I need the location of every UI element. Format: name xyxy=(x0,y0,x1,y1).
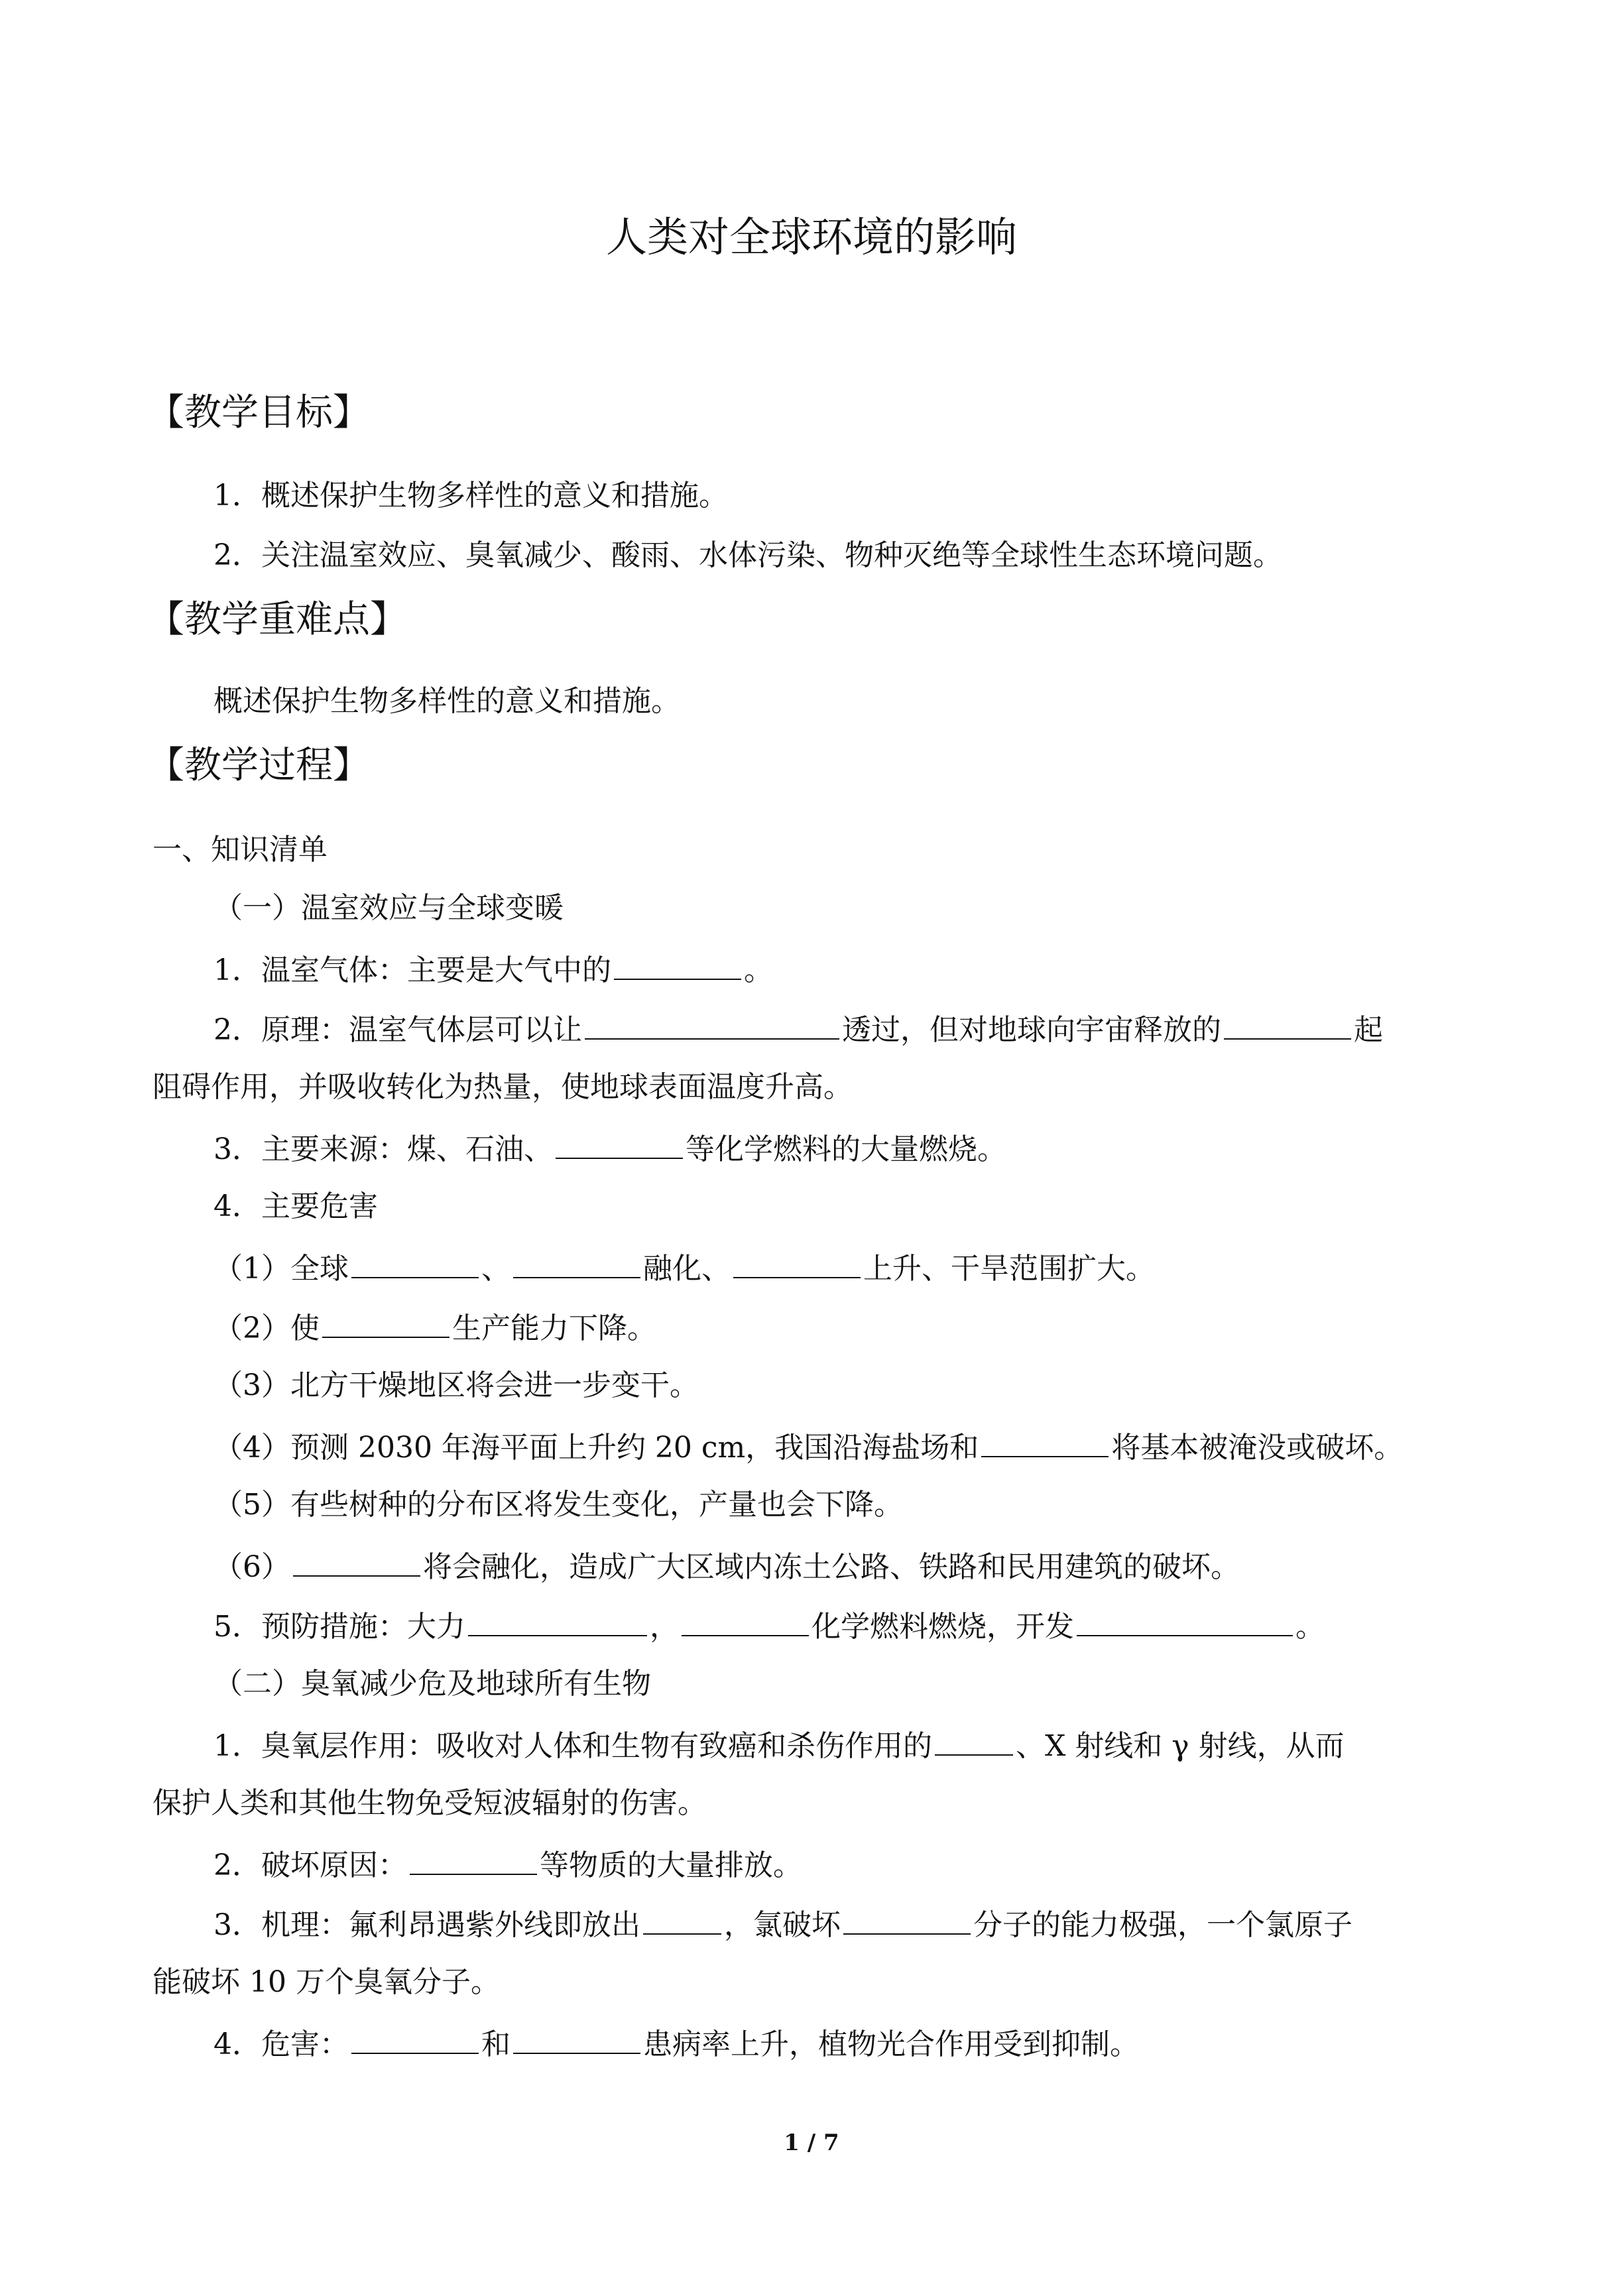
fill-blank xyxy=(322,1306,450,1338)
question-greenhouse-gas: 1．温室气体：主要是大气中的 。 xyxy=(213,948,773,991)
part2-title: （二）臭氧减少危及地球所有生物 xyxy=(213,1667,651,1701)
harm-item-4: （4）预测 2030 年海平面上升约 20 cm，我国沿海盐场和 将基本被淹没或破坏。 xyxy=(213,1425,1403,1468)
objective-item-1: 1．概述保护生物多样性的意义和措施。 xyxy=(213,479,728,513)
page-number: 1 / 7 xyxy=(784,2130,839,2156)
question-ozone-mechanism-cont: 能破坏 10 万个臭氧分子。 xyxy=(152,1965,500,1999)
question-ozone-harm: 4．危害： 和 患病率上升，植物光合作用受到抑制。 xyxy=(213,2022,1139,2065)
question-ozone-function: 1．臭氧层作用：吸收对人体和生物有致癌和杀伤作用的 、X 射线和 γ 射线，从而 xyxy=(213,1724,1345,1766)
question-principle-cont: 阻碍作用，并吸收转化为热量，使地球表面温度升高。 xyxy=(152,1070,853,1104)
fill-blank xyxy=(513,2022,640,2054)
fill-blank xyxy=(585,1008,839,1040)
fill-blank xyxy=(981,1425,1109,1457)
objectives-heading: 【教学目标】 xyxy=(147,391,370,434)
question-harm-heading: 4．主要危害 xyxy=(213,1189,378,1223)
knowledge-heading: 一、知识清单 xyxy=(152,833,328,867)
question-principle: 2．原理：温室气体层可以让 透过，但对地球向宇宙释放的 起 xyxy=(213,1008,1383,1050)
question-ozone-mechanism: 3．机理：氟利昂遇紫外线即放出 ，氯破坏 分子的能力极强，一个氯原子 xyxy=(213,1903,1352,1945)
part1-title: （一）温室效应与全球变暖 xyxy=(213,891,564,925)
fill-blank xyxy=(1077,1604,1293,1636)
harm-item-3: （3）北方干燥地区将会进一步变干。 xyxy=(213,1368,699,1402)
fill-blank xyxy=(733,1246,861,1278)
harm-item-2: （2）使 生产能力下降。 xyxy=(213,1306,656,1349)
fill-blank xyxy=(410,1843,537,1875)
harm-item-5: （5）有些树种的分布区将发生变化，产量也会下降。 xyxy=(213,1488,903,1522)
key-points-text: 概述保护生物多样性的意义和措施。 xyxy=(213,684,680,718)
process-heading: 【教学过程】 xyxy=(147,744,370,787)
fill-blank xyxy=(293,1545,420,1577)
objective-item-2: 2．关注温室效应、臭氧减少、酸雨、水体污染、物种灭绝等全球性生态环境问题。 xyxy=(213,538,1282,572)
fill-blank xyxy=(513,1246,640,1278)
question-ozone-cause: 2．破坏原因： 等物质的大量排放。 xyxy=(213,1843,802,1886)
fill-blank xyxy=(556,1127,683,1159)
fill-blank xyxy=(643,1903,721,1935)
fill-blank xyxy=(351,1246,479,1278)
fill-blank xyxy=(843,1903,971,1935)
fill-blank xyxy=(1224,1008,1351,1040)
fill-blank xyxy=(935,1724,1013,1756)
fill-blank xyxy=(614,948,741,980)
key-points-heading: 【教学重难点】 xyxy=(147,598,407,641)
question-sources: 3．主要来源：煤、石油、 等化学燃料的大量燃烧。 xyxy=(213,1127,1006,1170)
question-ozone-function-cont: 保护人类和其他生物免受短波辐射的伤害。 xyxy=(152,1786,707,1820)
question-prevention: 5．预防措施：大力 ， 化学燃料燃烧，开发 。 xyxy=(213,1604,1325,1647)
page-title: 人类对全球环境的影响 xyxy=(605,213,1017,261)
harm-item-6: （6） 将会融化，造成广大区域内冻土公路、铁路和民用建筑的破坏。 xyxy=(213,1545,1240,1587)
harm-item-1: （1）全球 、 融化、 上升、干旱范围扩大。 xyxy=(213,1246,1155,1289)
fill-blank xyxy=(468,1604,647,1636)
fill-blank xyxy=(351,2022,479,2054)
fill-blank xyxy=(682,1604,809,1636)
